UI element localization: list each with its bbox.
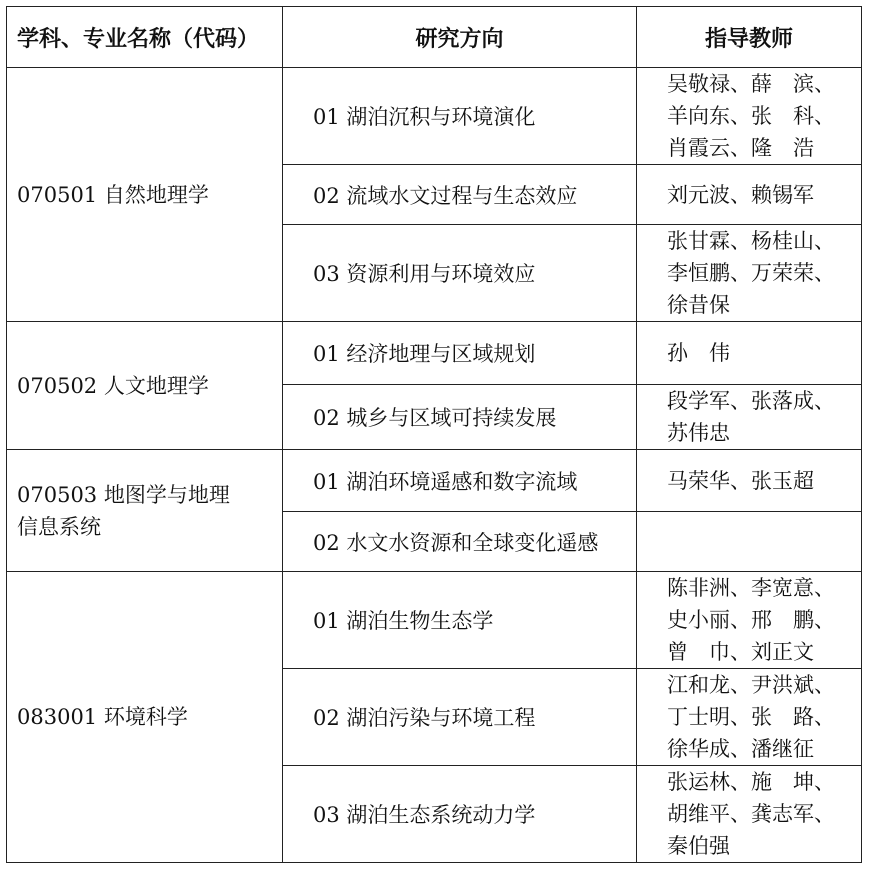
advisor-line: 肖霞云、隆 浩 xyxy=(667,136,814,160)
advisor-cell xyxy=(637,572,862,669)
table-row xyxy=(7,322,862,385)
advisor-line: 徐昔保 xyxy=(667,293,730,317)
direction-cell: 03 湖泊生态系统动力学 xyxy=(283,766,637,863)
advisor-line: 曾 巾、刘正文 xyxy=(667,640,814,664)
advisor-line: 张甘霖、杨桂山、 xyxy=(667,229,835,253)
direction-cell: 01 湖泊生物生态学 xyxy=(283,572,637,669)
advisor-line: 李恒鹏、万荣荣、 xyxy=(667,261,835,285)
table-row xyxy=(7,572,862,669)
subject-line: 070503 地图学与地理 xyxy=(17,482,230,507)
subject-cell: 083001 环境科学 xyxy=(7,572,283,863)
advisor-line: 苏伟忠 xyxy=(667,421,730,445)
advisor-line: 段学军、张落成、 xyxy=(667,389,835,413)
advisor-cell xyxy=(637,385,862,450)
advisor-cell xyxy=(637,512,862,572)
advisor-cell xyxy=(637,165,862,225)
direction-cell: 03 资源利用与环境效应 xyxy=(283,225,637,322)
table-row xyxy=(7,450,862,512)
direction-cell: 02 湖泊污染与环境工程 xyxy=(283,669,637,766)
advisor-line: 孙 伟 xyxy=(667,341,730,365)
header-subject: 学科、专业名称（代码） xyxy=(7,7,283,68)
advisor-line: 江和龙、尹洪斌、 xyxy=(667,673,835,697)
header-advisor: 指导教师 xyxy=(637,7,862,68)
advisor-line: 羊向东、张 科、 xyxy=(667,104,835,128)
advisor-line: 陈非洲、李宽意、 xyxy=(667,576,835,600)
table-row xyxy=(7,68,862,165)
advisor-line: 丁士明、张 路、 xyxy=(667,705,835,729)
direction-cell: 02 城乡与区域可持续发展 xyxy=(283,385,637,450)
header-row xyxy=(7,7,862,68)
advisor-line: 秦伯强 xyxy=(667,834,730,858)
advisor-line: 徐华成、潘继征 xyxy=(667,737,814,761)
direction-cell: 01 经济地理与区域规划 xyxy=(283,322,637,385)
direction-cell: 02 流域水文过程与生态效应 xyxy=(283,165,637,225)
advisor-cell xyxy=(637,766,862,863)
subject-cell: 070502 人文地理学 xyxy=(7,322,283,450)
subject-cell xyxy=(7,450,283,572)
advisor-table xyxy=(6,6,862,863)
advisor-cell xyxy=(637,225,862,322)
advisor-line: 马荣华、张玉超 xyxy=(667,468,814,493)
advisor-line: 史小丽、邢 鹏、 xyxy=(667,608,835,632)
direction-cell: 01 湖泊环境遥感和数字流域 xyxy=(283,450,637,512)
header-direction: 研究方向 xyxy=(283,7,637,68)
advisor-line: 吴敬禄、薛 滨、 xyxy=(667,72,835,96)
direction-cell: 02 水文水资源和全球变化遥感 xyxy=(283,512,637,572)
advisor-cell xyxy=(637,322,862,385)
subject-line: 信息系统 xyxy=(17,514,101,539)
advisor-cell xyxy=(637,450,862,512)
advisor-line: 刘元波、赖锡军 xyxy=(667,182,814,207)
direction-cell: 01 湖泊沉积与环境演化 xyxy=(283,68,637,165)
advisor-line: 胡维平、龚志军、 xyxy=(667,802,835,826)
advisor-cell xyxy=(637,68,862,165)
advisor-cell xyxy=(637,669,862,766)
advisor-table-wrapper xyxy=(6,6,862,863)
subject-cell: 070501 自然地理学 xyxy=(7,68,283,322)
advisor-line: 张运林、施 坤、 xyxy=(667,770,835,794)
